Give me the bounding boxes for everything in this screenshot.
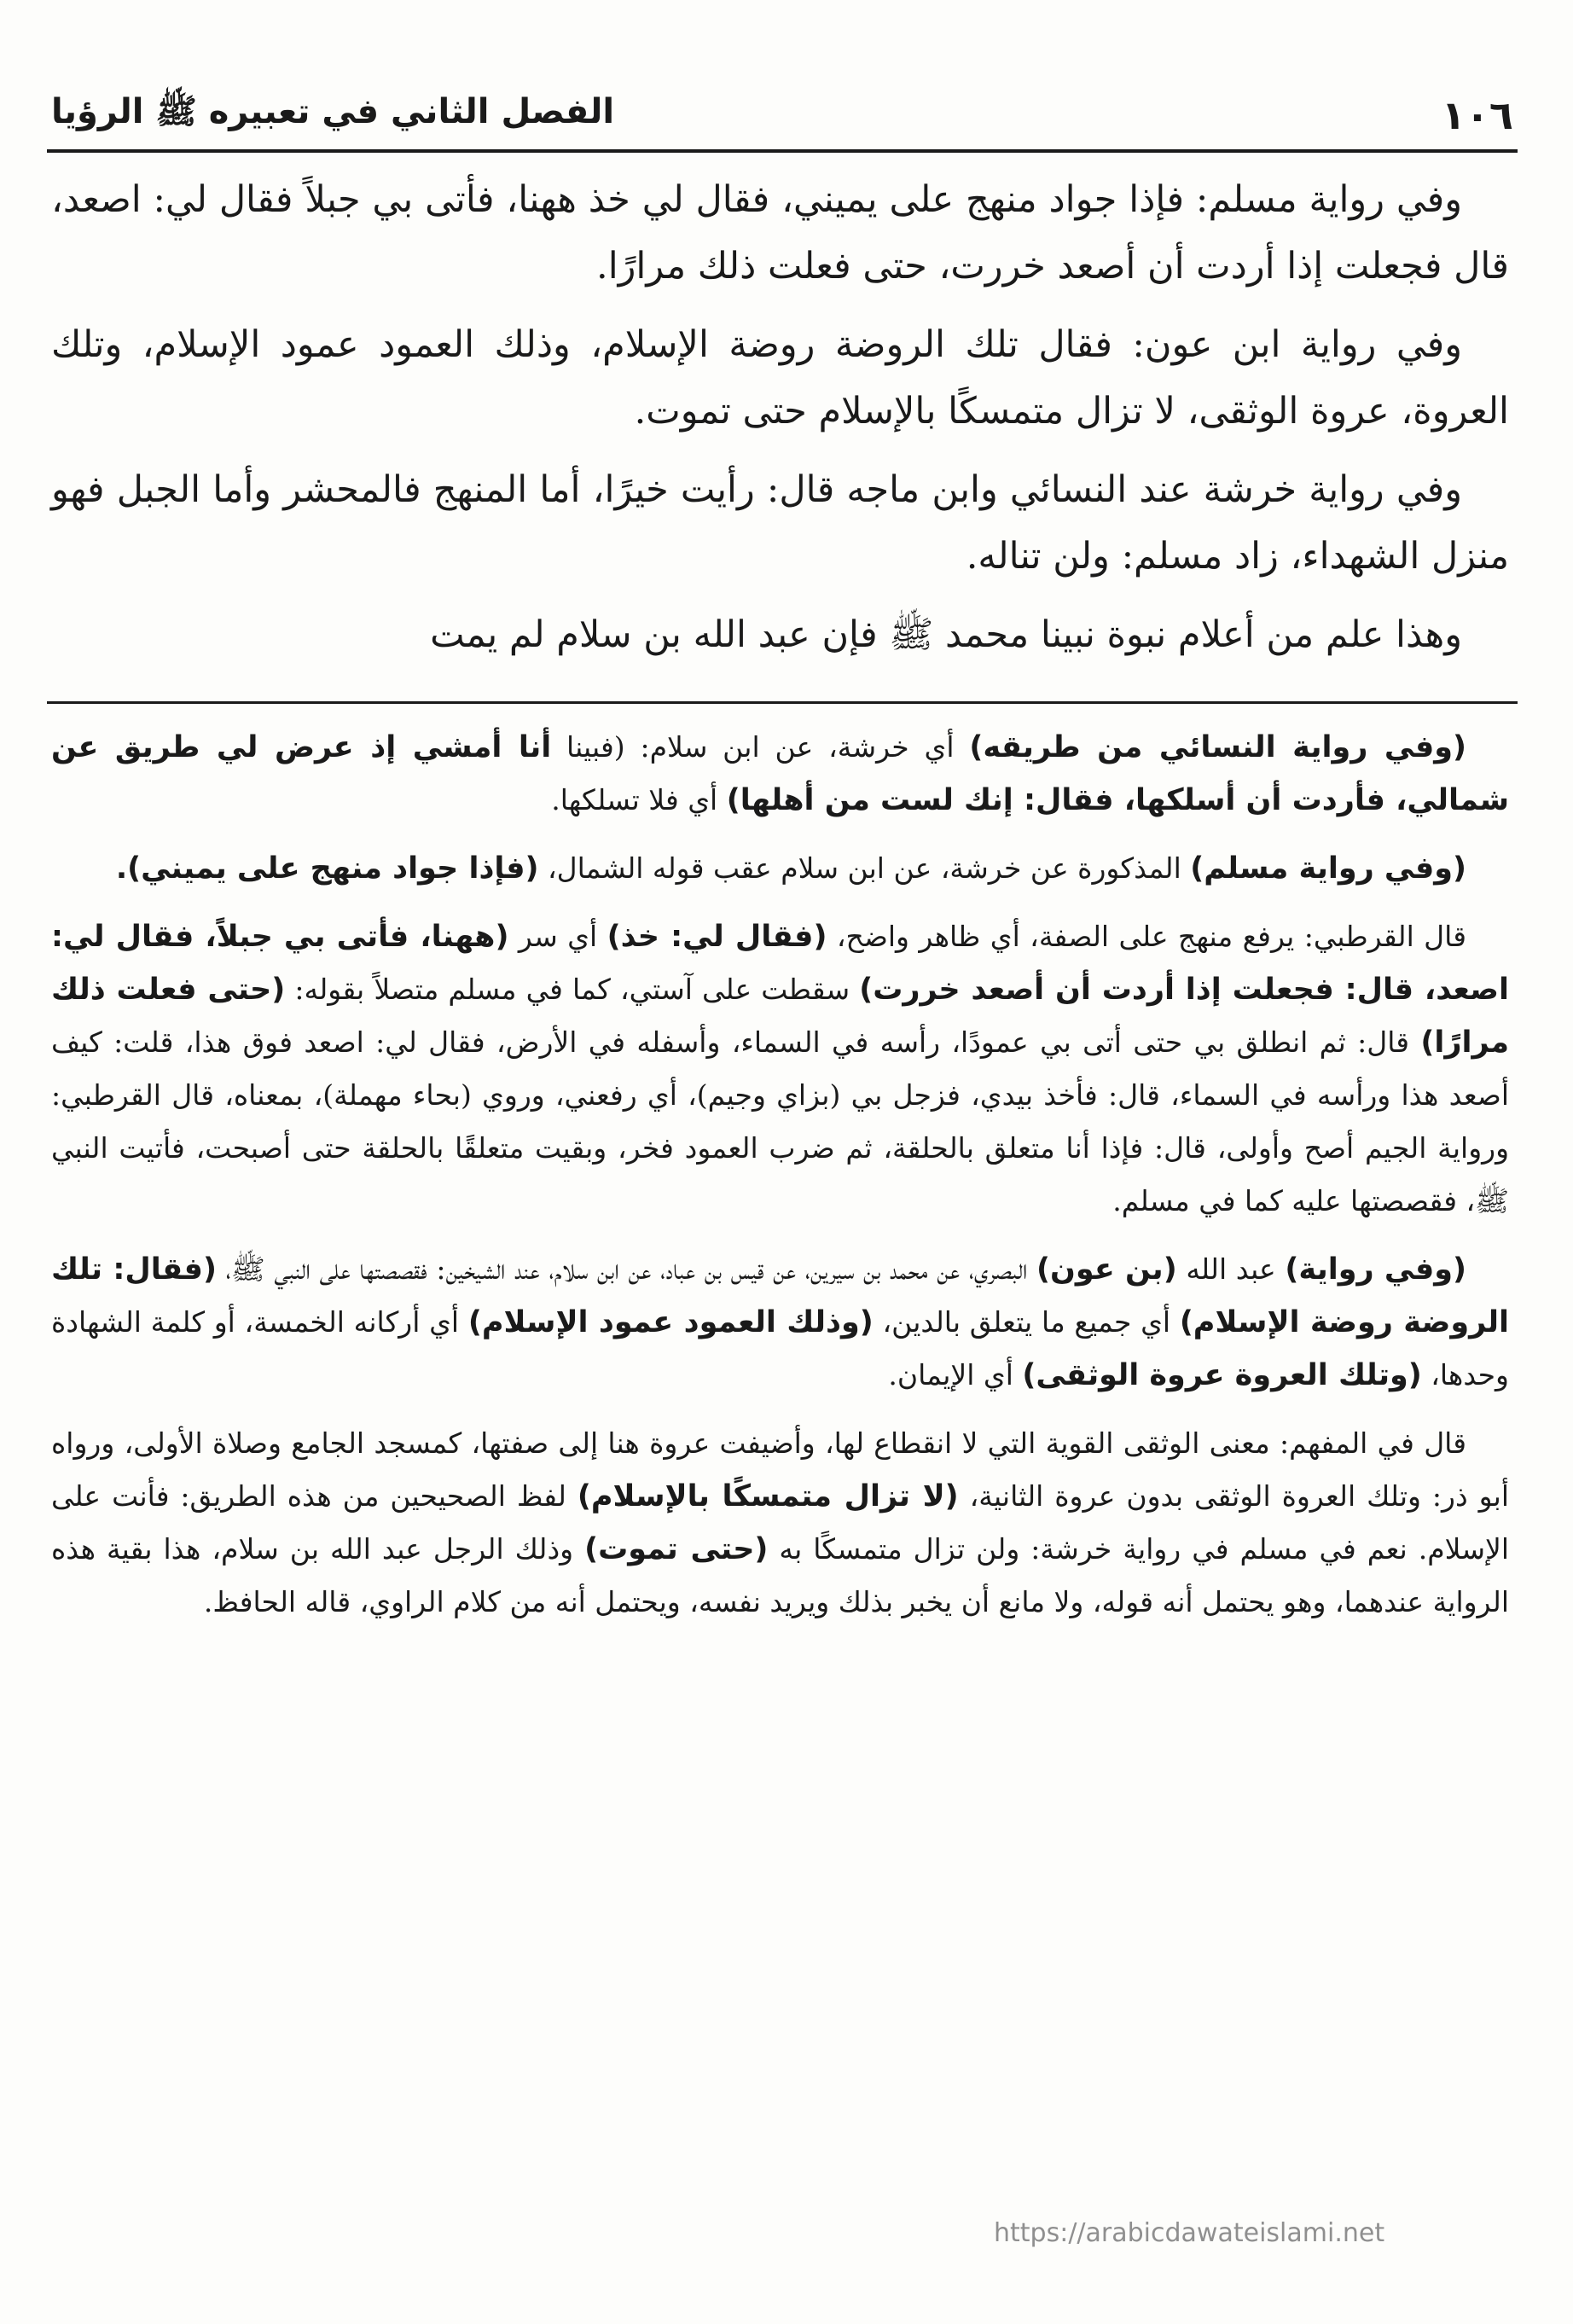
- commentary-text: عبد الله: [1176, 1252, 1286, 1286]
- page-number: ١٠٦: [1441, 92, 1513, 138]
- sharh-paragraph: [51, 1243, 1509, 1402]
- matn-paragraph: وفي رواية خرشة عند النسائي وابن ماجه قال: رأيت خيرًا، أما المنهج فالمحشر وأما الجبل فهو منزل الشهداء، زاد مسلم: ولن تناله.: [51, 468, 1509, 578]
- commentary-text: أي سر: [508, 920, 607, 953]
- quoted-matn: (فقال لي: خذ): [607, 920, 827, 954]
- quoted-matn: (وتلك العروة عروة الوثقى): [1022, 1358, 1422, 1392]
- quoted-matn: (حتى تموت): [584, 1532, 769, 1566]
- quoted-matn: (بن عون): [1036, 1252, 1177, 1287]
- commentary-text: البصري، عن محمد بن سيرين، عن قيس بن عباد، عن ابن سلام، عند الشيخين: فقصصتها على النبي ﷺ،: [216, 1252, 1037, 1286]
- quoted-matn: (فإذا جواد منهج على يميني).: [115, 851, 539, 886]
- quoted-matn: (وفي رواية): [1285, 1252, 1467, 1287]
- commentary-text: المذكورة عن خرشة، عن ابن سلام عقب قوله الشمال،: [538, 851, 1191, 885]
- commentary-text: وذلك الرجل عبد الله بن سلام، هذا بقية هذه الرواية عندهما، وهو يحتمل أنه قوله، ولا مانع أن يخبر بذلك ويريد نفسه، ويحتمل أنه من كلام الراوي، قاله الحافظ.: [51, 1532, 1509, 1618]
- commentary-text: أي أركانه الخمسة، أو كلمة الشهادة وحدها،: [51, 1305, 1509, 1391]
- commentary-text: قال القرطبي: يرفع منهج على الصفة، أي ظاهر واضح،: [827, 920, 1466, 953]
- matn-paragraph: وهذا علم من أعلام نبوة نبينا محمد ﷺ فإن عبد الله بن سلام لم يمت: [430, 613, 1462, 656]
- commentary-text: أي خرشة، عن ابن سلام: (فبينا: [551, 730, 970, 764]
- commentary-text: أي فلا تسلكها.: [551, 783, 727, 816]
- quoted-matn: (وفي رواية النسائي من طريقه): [969, 730, 1466, 764]
- commentary-text: أي جميع ما يتعلق بالدين،: [873, 1305, 1180, 1339]
- sharh-paragraph: [51, 842, 1509, 895]
- matn-separator-rule: [47, 701, 1518, 704]
- quoted-matn: (ههنا، فأتى بي جبلاً، فقال لي: اصعد، قال: فجعلت إذا أردت أن أصعد خررت): [51, 920, 1509, 1007]
- commentary-text: لفظ الصحيحين من هذه الطريق: فأنت على الإسلام. نعم في مسلم في رواية خرشة: ولن تزال متمسكًا به: [51, 1479, 1510, 1566]
- quoted-matn: أنا أمشي إذ عرض لي طريق عن شمالي، فأردت أن أسلكها، فقال: إنك لست من أهلها): [51, 730, 1509, 817]
- sharh-paragraph: [51, 910, 1509, 1228]
- quoted-matn: (لا تزال متمسكًا بالإسلام): [577, 1479, 959, 1514]
- quoted-matn: (وذلك العمود عمود الإسلام): [467, 1305, 874, 1339]
- quoted-matn: (فقال: تلك الروضة روضة الإسلام): [51, 1252, 1509, 1339]
- commentary-text: قال في المفهم: معنى الوثقى القوية التي لا انقطاع لها، وأضيفت عروة هنا إلى صفتها، كمسجد الجامع وصلاة الأولى، ورواه أبو ذر: وتلك العروة الوثقى بدون عروة الثانية،: [51, 1426, 1509, 1513]
- commentary-text: أي الإيمان.: [888, 1358, 1023, 1391]
- sharh-paragraph: [51, 721, 1509, 827]
- matn-paragraph: وفي رواية مسلم: فإذا جواد منهج على يميني، فقال لي خذ ههنا، فأتى بي جبلاً فقال لي: اصعد، قال فجعلت إذا أردت أن أصعد خررت، حتى فعلت ذلك مرارًا.: [51, 178, 1509, 288]
- matn-text: [51, 166, 1509, 680]
- sharh-paragraph: [51, 1417, 1509, 1629]
- sharh-commentary: [51, 721, 1509, 1644]
- quoted-matn: (وفي رواية مسلم): [1190, 851, 1466, 886]
- commentary-text: سقطت على آستي، كما في مسلم متصلاً بقوله:: [285, 973, 860, 1006]
- matn-paragraph: وفي رواية ابن عون: فقال تلك الروضة روضة الإسلام، وذلك العمود عمود الإسلام، وتلك العروة، عروة الوثقى، لا تزال متمسكًا بالإسلام حتى تموت.: [51, 323, 1509, 433]
- header-rule: [47, 149, 1518, 153]
- quoted-matn: (حتى فعلت ذلك مرارًا): [51, 973, 1509, 1060]
- chapter-title: الفصل الثاني في تعبيره ﷺ الرؤيا: [51, 92, 615, 131]
- running-header: [51, 81, 1513, 149]
- watermark-url: https://arabicdawateislami.net: [994, 2218, 1385, 2248]
- commentary-text: قال: ثم انطلق بي حتى أتى بي عمودًا، رأسه في السماء، وأسفله في الأرض، فقال لي: اصعد فوق هذا، قلت: كيف أصعد هذا ورأسه في السماء، قال: فأخذ بيدي، فزجل بي (بزاي وجيم)، أي رفعني، وروي (بحاء مهملة)، بمعناه، قال القرطبي: ورواية الجيم أصح وأولى، قال: فإذا أنا متعلق بالحلقة، ثم ضرب العمود فخر، وبقيت متعلقًا بالحلقة حتى أصبحت، فأتيت النبي ﷺ، فقصصتها عليه كما في مسلم.: [51, 1025, 1509, 1217]
